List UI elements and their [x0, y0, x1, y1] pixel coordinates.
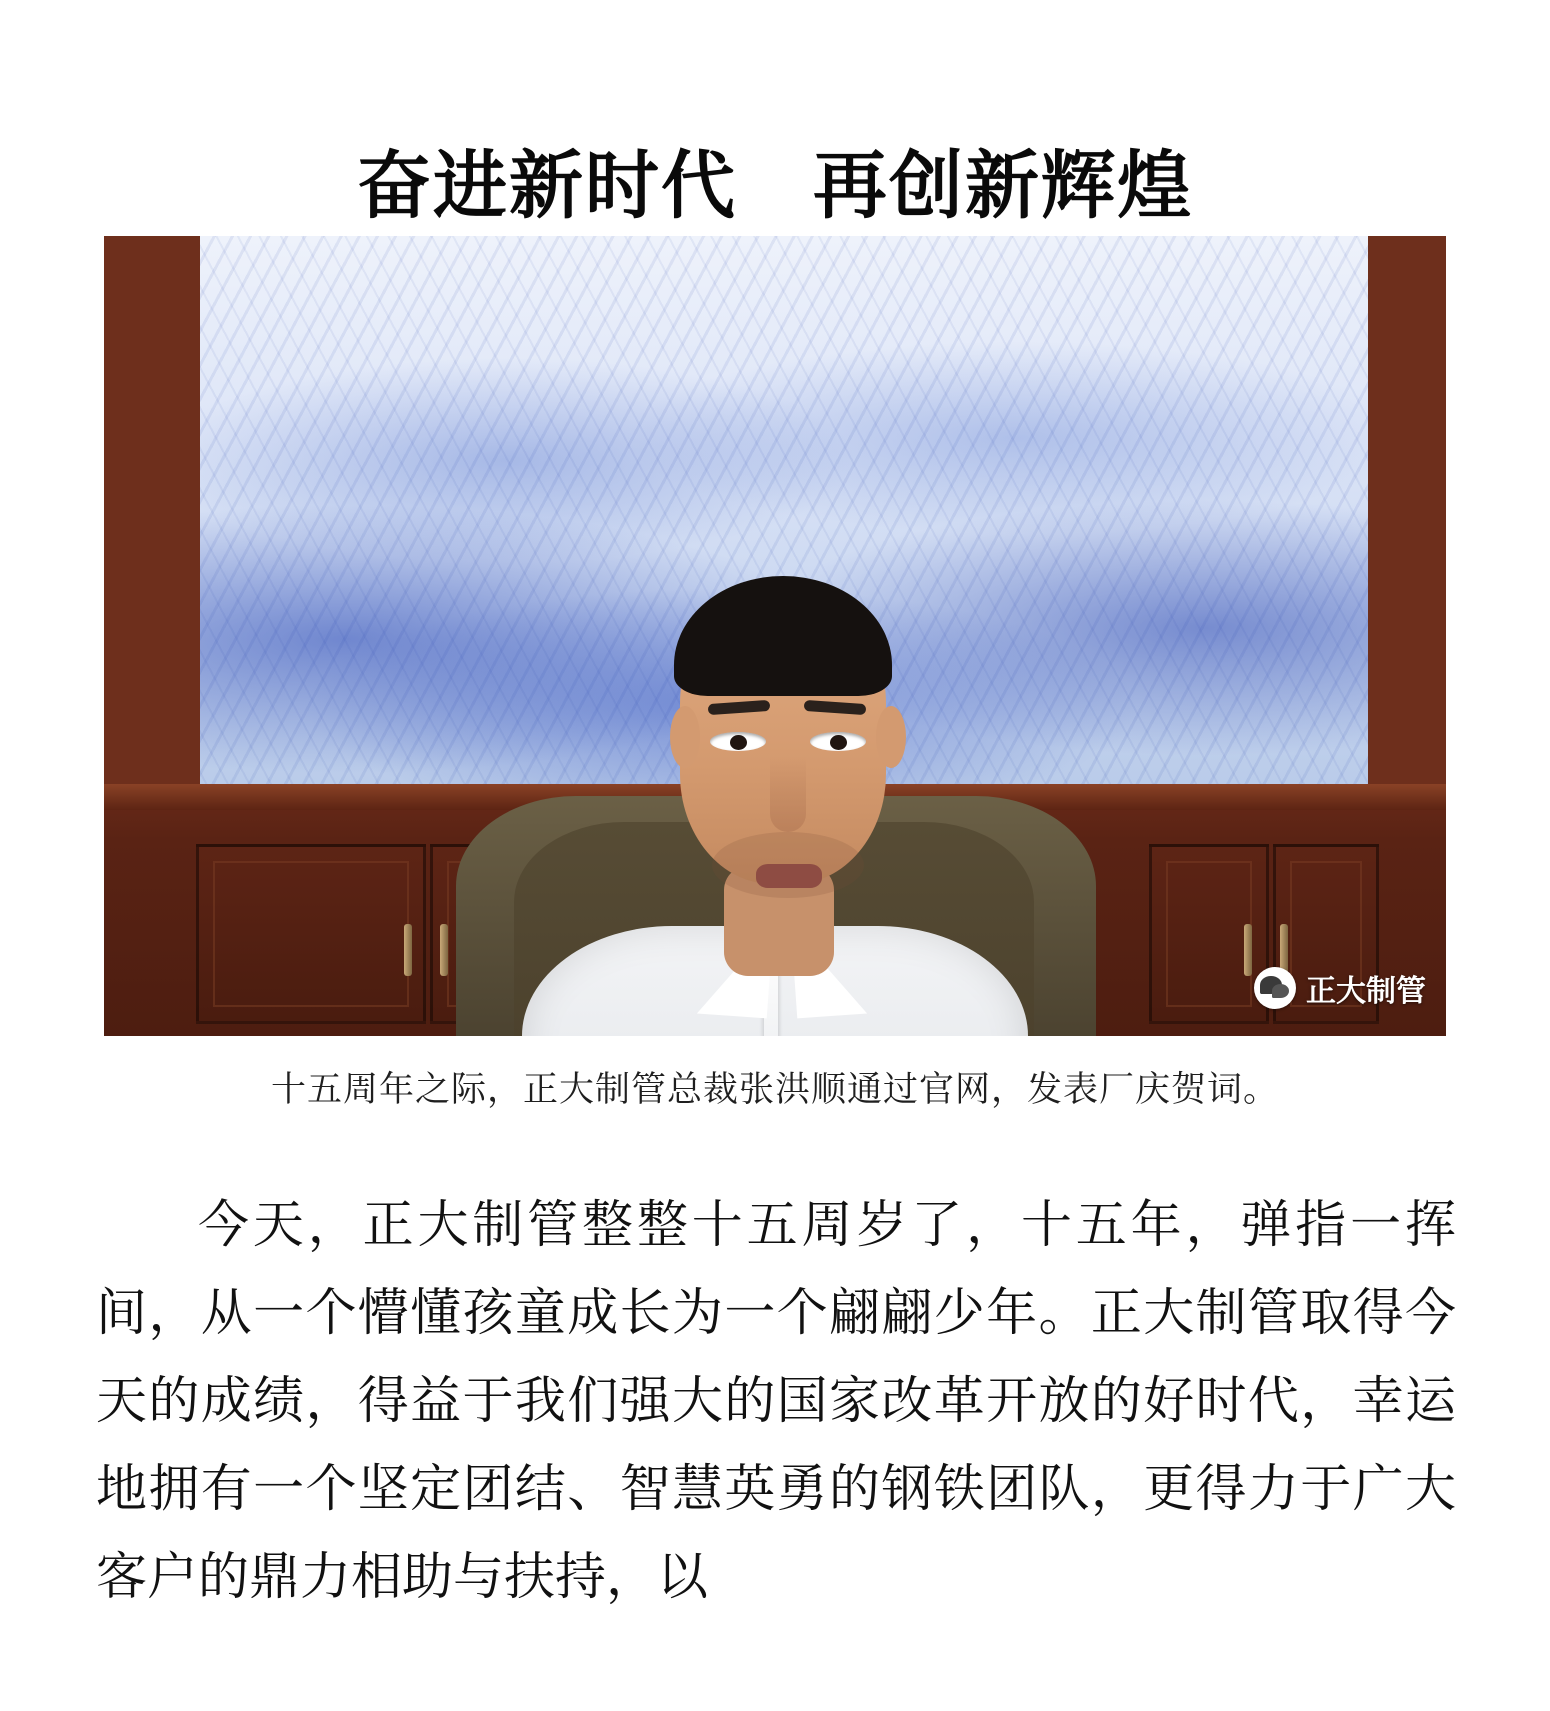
cabinet-panel [196, 844, 426, 1024]
person-ear-right [876, 706, 906, 768]
cabinet-handle [404, 924, 412, 976]
photo-caption: 十五周年之际，正大制管总裁张洪顺通过官网，发表厂庆贺词。 [270, 1070, 1279, 1110]
watermark-label: 正大制管 [1306, 975, 1426, 1008]
watermark [1254, 966, 1426, 1010]
article-body [96, 1182, 1456, 1622]
page-title: 奋进新时代 再创新辉煌 [357, 142, 1193, 229]
cabinet-handle [440, 924, 448, 976]
person-nose [770, 756, 806, 832]
person-pupil-right [830, 735, 847, 750]
person-mouth [756, 864, 822, 888]
article-paragraph: 今天，正大制管整整十五周岁了，十五年，弹指一挥间，从一个懵懂孩童成长为一个翩翩少年。正大制管取得今天的成绩，得益于我们强大的国家改革开放的好时代，幸运地拥有一个坚定团结、智慧英勇的钢铁团队，更得力于广大客户的鼎力相助与扶持，以 [96, 1196, 1456, 1607]
hero-photo [104, 236, 1446, 1036]
person-pupil-left [730, 735, 747, 750]
person-ear-left [670, 706, 700, 768]
cabinet-handle [1244, 924, 1252, 976]
wechat-icon [1254, 967, 1296, 1009]
